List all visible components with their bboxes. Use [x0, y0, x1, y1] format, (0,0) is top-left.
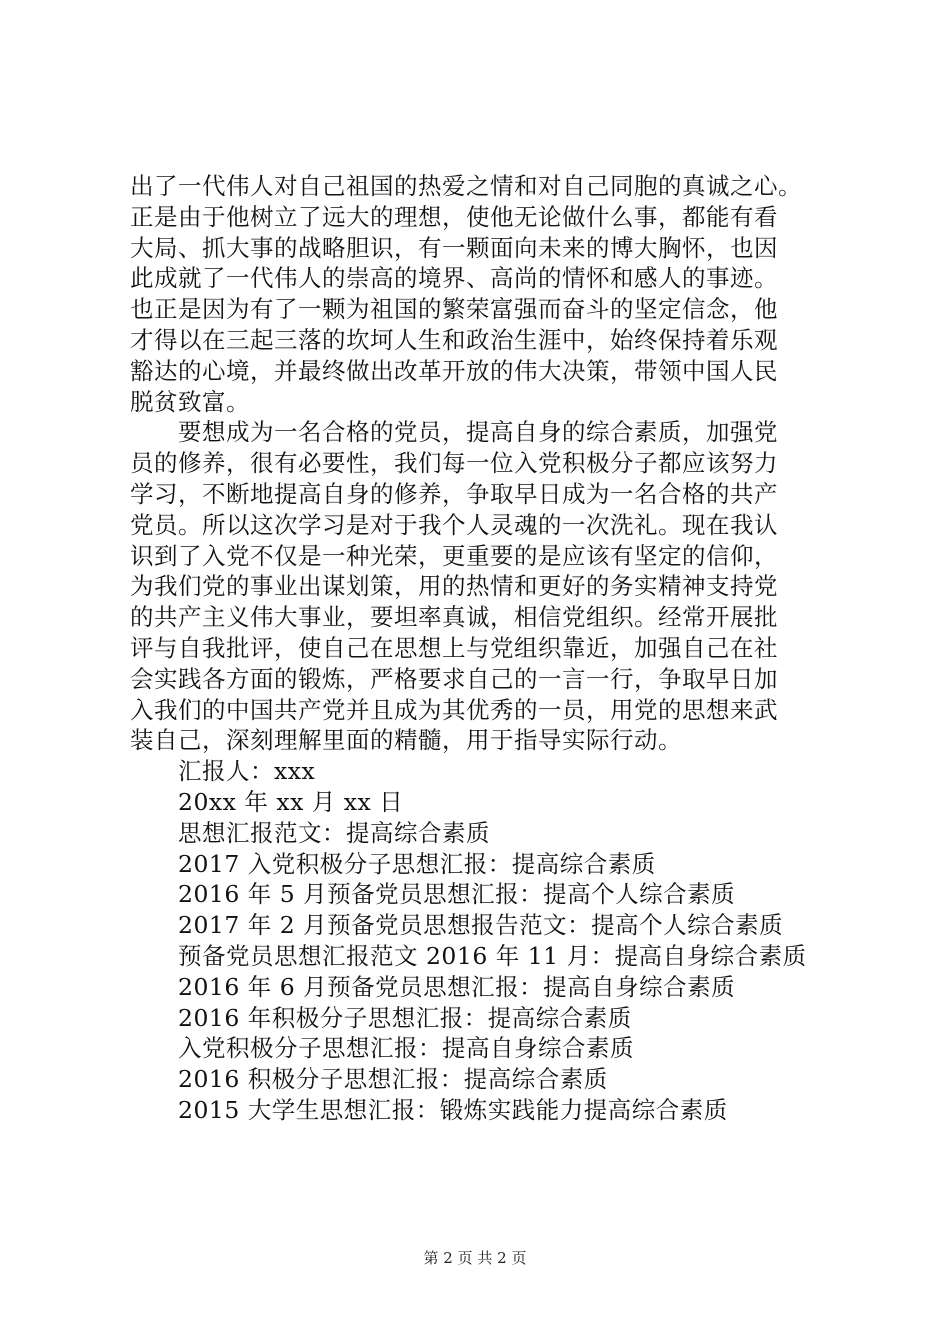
- body-line: 学习，不断地提高自身的修养，争取早日成为一名合格的共产: [130, 479, 778, 508]
- related-title: 2015 大学生思想汇报：锻炼实践能力提高综合素质: [178, 1095, 728, 1124]
- date-line: 20xx 年 xx 月 xx 日: [178, 787, 404, 816]
- body-line: 出了一代伟人对自己祖国的热爱之情和对自己同胞的真诚之心。: [130, 172, 802, 200]
- reporter-line: 汇报人：xxx: [178, 757, 316, 786]
- body-line: 豁达的心境，并最终做出改革开放的伟大决策，带领中国人民: [130, 356, 778, 385]
- related-title: 2017 入党积极分子思想汇报：提高综合素质: [178, 849, 656, 878]
- paragraph-start-line: 要想成为一名合格的党员，提高自身的综合素质，加强党: [178, 418, 778, 447]
- related-title: 预备党员思想汇报范文 2016 年 11 月：提高自身综合素质: [178, 941, 807, 970]
- related-title: 2016 积极分子思想汇报：提高综合素质: [178, 1065, 608, 1094]
- related-title: 2016 年积极分子思想汇报：提高综合素质: [178, 1003, 632, 1032]
- page-footer: 第 2 页 共 2 页: [423, 1249, 527, 1267]
- body-line: 党员。所以这次学习是对于我个人灵魂的一次洗礼。现在我认: [130, 510, 778, 539]
- body-line: 脱贫致富。: [130, 387, 250, 416]
- related-title: 思想汇报范文：提高综合素质: [178, 818, 490, 847]
- related-title: 2017 年 2 月预备党员思想报告范文：提高个人综合素质: [178, 911, 784, 940]
- body-line: 为我们党的事业出谋划策，用的热情和更好的务实精神支持党: [130, 572, 778, 601]
- body-line: 也正是因为有了一颗为祖国的繁荣富强而奋斗的坚定信念，他: [130, 295, 778, 324]
- body-line: 会实践各方面的锻炼，严格要求自己的一言一行，争取早日加: [130, 664, 778, 693]
- document-body: [130, 171, 850, 1126]
- body-line: 入我们的中国共产党并且成为其优秀的一员，用党的思想来武: [130, 695, 778, 724]
- related-title: 2016 年 5 月预备党员思想汇报：提高个人综合素质: [178, 880, 736, 909]
- body-line: 此成就了一代伟人的崇高的境界、高尚的情怀和感人的事迹。: [130, 264, 778, 293]
- body-line: 大局、抓大事的战略胆识，有一颗面向未来的博大胸怀，也因: [130, 233, 778, 262]
- body-line: 才得以在三起三落的坎坷人生和政治生涯中，始终保持着乐观: [130, 325, 778, 354]
- body-line: 装自己，深刻理解里面的精髓，用于指导实际行动。: [130, 726, 682, 755]
- related-title: 2016 年 6 月预备党员思想汇报：提高自身综合素质: [178, 972, 736, 1001]
- body-line: 员的修养，很有必要性，我们每一位入党积极分子都应该努力: [130, 449, 778, 478]
- body-line: 的共产主义伟大事业，要坦率真诚，相信党组织。经常开展批: [130, 603, 778, 632]
- body-line: 识到了入党不仅是一种光荣，更重要的是应该有坚定的信仰，: [130, 541, 778, 570]
- body-line: 正是由于他树立了远大的理想，使他无论做什么事，都能有看: [130, 202, 778, 231]
- related-title: 入党积极分子思想汇报：提高自身综合素质: [178, 1034, 634, 1063]
- body-line: 评与自我批评，使自己在思想上与党组织靠近，加强自己在社: [130, 633, 778, 662]
